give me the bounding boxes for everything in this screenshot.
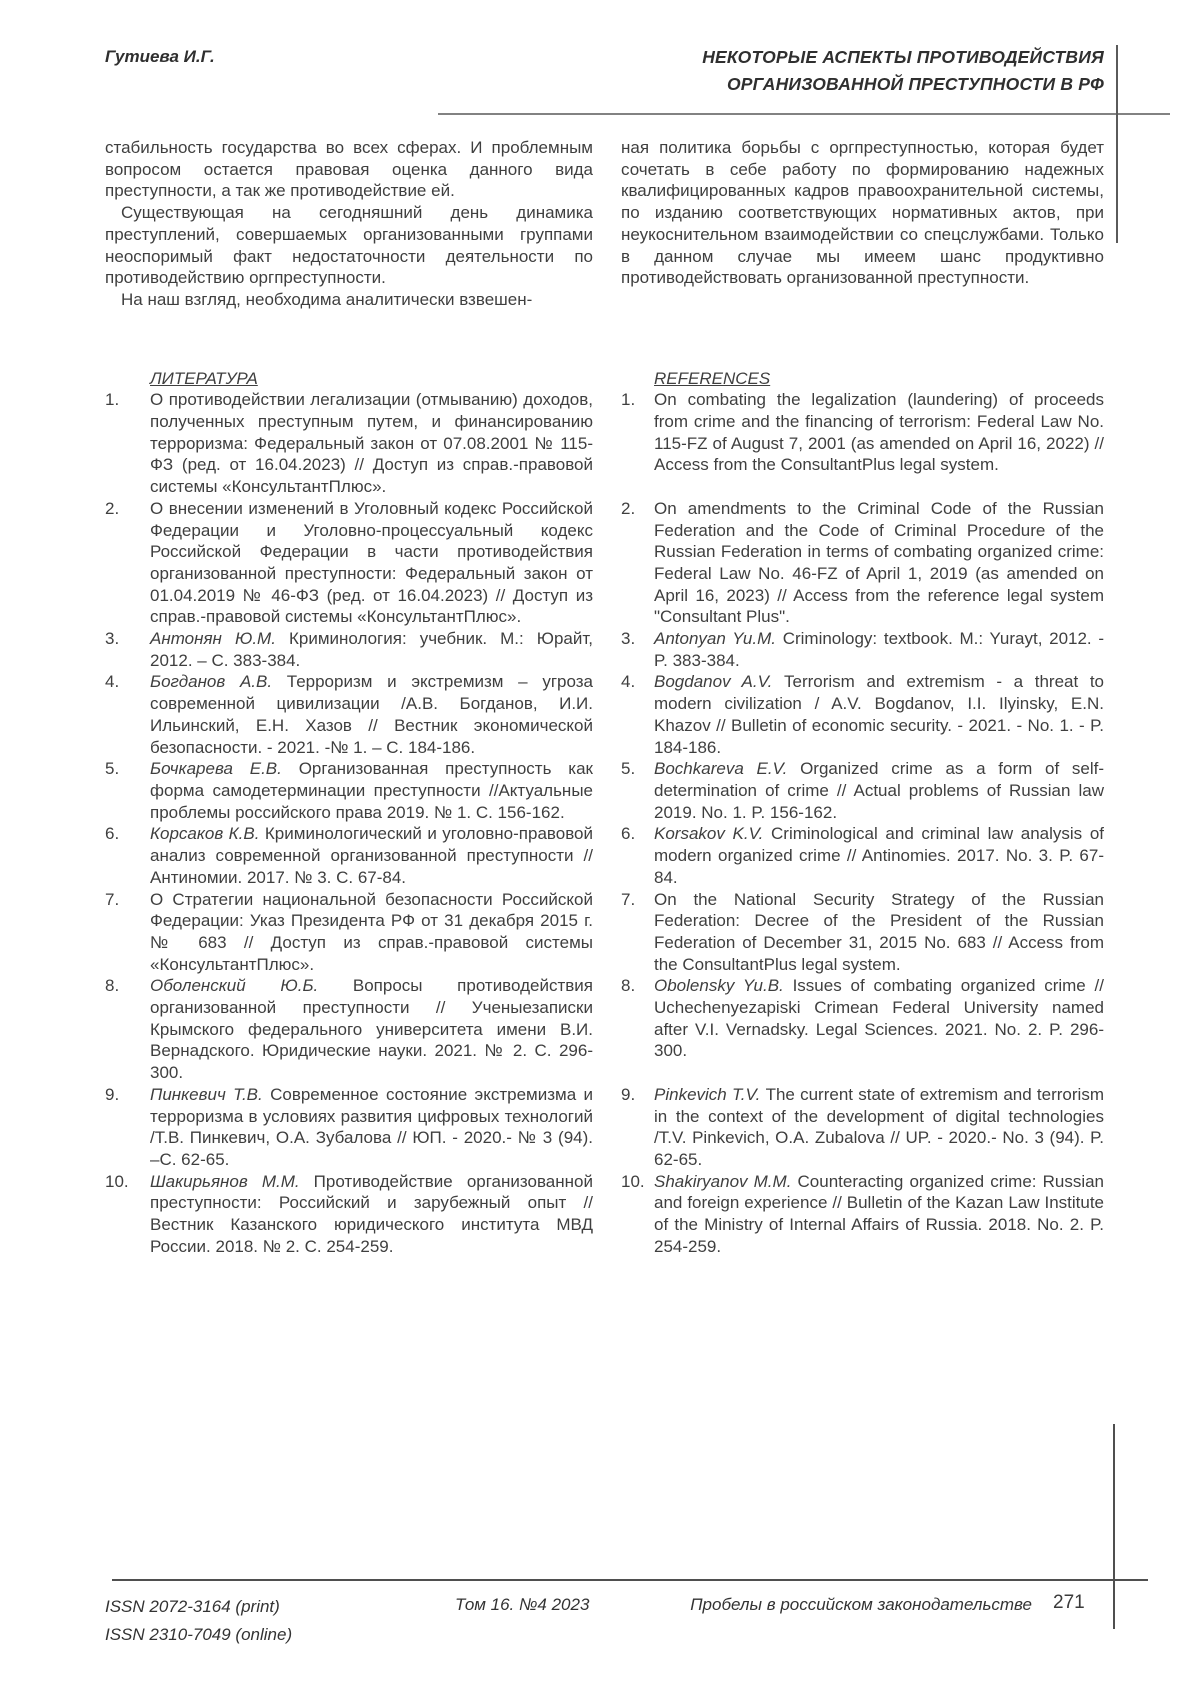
header-vertical-rule xyxy=(1116,45,1118,243)
reference-item-number: 6. xyxy=(621,824,636,844)
literature-item-number: 4. xyxy=(105,672,120,692)
literature-heading: ЛИТЕРАТУРА xyxy=(150,368,258,388)
column-gap xyxy=(593,628,621,671)
author-name: Antonyan Yu.M. xyxy=(654,629,783,649)
literature-item-number: 8. xyxy=(105,976,120,996)
footer-volume: Том 16. №4 2023 xyxy=(455,1595,590,1614)
author-name: Антонян Ю.М. xyxy=(150,629,289,649)
body-right-column xyxy=(621,137,1104,311)
reference-item-text: Pinkevich T.V. The current state of extremism and terrorism in the context of the development of digital technologies /T.V. Pinkevich, O.A. Zubalova // UP. - 2020.- No. 3 (94). P. 62-65. xyxy=(654,1084,1104,1169)
author-name: Шакирьянов М.М. xyxy=(150,1171,314,1191)
paragraph: На наш взгляд, необходима аналитически взвешен- xyxy=(121,289,533,309)
reference-item-number: 3. xyxy=(621,629,636,649)
article-body xyxy=(105,137,1104,1257)
author-name: Bochkareva E.V. xyxy=(654,759,801,779)
reference-item-number: 10. xyxy=(621,1171,645,1191)
literature-item-text: Оболенский Ю.Б. Вопросы противодействия организованной преступности // Ученыезаписки Крымского федерального университета имени В.И. Вернадского. Юридические науки. 2021. № 2. С. 296-300. xyxy=(150,976,593,1083)
column-gap xyxy=(593,498,621,628)
author-name: Богданов А.В. xyxy=(150,672,287,692)
issn-online: ISSN 2310-7049 (online) xyxy=(105,1625,293,1644)
literature-item-number: 10. xyxy=(105,1171,129,1191)
author-name: Пинкевич Т.В. xyxy=(150,1084,271,1104)
column-gap xyxy=(593,389,621,498)
paragraph: ная политика борьбы с оргпреступностью, которая будет сочетать в себе работу по формированию надежных квалифицированных кадров правоохранительной системы, по изданию соответствующих нормативных актов, при неукоснительном взаимодействии со спецслужбами. Только в данном случае мы имеем шанс продуктивно противодействовать организованной преступности. xyxy=(621,138,1104,288)
reference-item-text: On combating the legalization (laundering) of proceeds from crime and the financing of terrorism: Federal Law No. 115-FZ of August 7, 2001 (as amended on April 16, 2022) // Access from the ConsultantPlus legal system. xyxy=(654,390,1104,475)
literature-item-number: 5. xyxy=(105,759,120,779)
article-title-line1: НЕКОТОРЫЕ АСПЕКТЫ ПРОТИВОДЕЙСТВИЯ xyxy=(702,47,1104,67)
issn-print: ISSN 2072-3164 (print) xyxy=(105,1597,280,1616)
reference-item-number: 1. xyxy=(621,390,636,410)
literature-item-text: Пинкевич Т.В. Современное состояние экстремизма и терроризма в условиях развития цифровых технологий /Т.В. Пинкевич, О.А. Зубалова // ЮП. - 2020.- № 3 (94). –С. 62-65. xyxy=(150,1084,593,1169)
literature-item-text: О Стратегии национальной безопасности Российской Федерации: Указ Президента РФ от 31 декабря 2015 г. № 683 // Доступ из справ.-правовой системы «КонсультантПлюс». xyxy=(150,889,593,974)
footer-page-number: 271 xyxy=(1053,1592,1085,1613)
reference-item-number: 2. xyxy=(621,498,636,518)
reference-item-text: Bochkareva E.V. Organized crime as a form of self-determination of crime // Actual problems of Russian law 2019. No. 1. P. 156-162. xyxy=(654,759,1104,822)
reference-item-number: 9. xyxy=(621,1084,636,1104)
author-name: Bogdanov A.V. xyxy=(654,672,785,692)
column-gap xyxy=(593,823,621,888)
literature-item-text: Корсаков К.В. Криминологический и уголовно-правовой анализ современной организованной преступности // Антиномии. 2017. № 3. С. 67-84. xyxy=(150,824,593,887)
heading-spacer xyxy=(105,368,150,390)
author-name: Бочкарева Е.В. xyxy=(150,759,299,779)
author-name: Pinkevich T.V. xyxy=(654,1084,766,1104)
reference-item-number: 4. xyxy=(621,672,636,692)
reference-item-text: Shakiryanov M.M. Counteracting organized crime: Russian and foreign experience // Bulletin of the Kazan Law Institute of the Ministry of Internal Affairs of Russia. 2018. No. 2. P. 254-259. xyxy=(654,1171,1105,1256)
literature-item-text: О противодействии легализации (отмыванию) доходов, полученных преступным путем, и финансированию терроризма: Федеральный закон от 07.08.2001 № 115-ФЗ (ред. от 16.04.2023) // Доступ из справ.-правовой системы «КонсультантПлюс». xyxy=(150,390,593,497)
column-gap xyxy=(593,889,621,976)
paragraph: Существующая на сегодняшний день динамика преступлений, совершаемых организованными группами неоспоримый факт недостаточности деятельности по противодействию оргпреступности. xyxy=(105,203,593,288)
literature-item-number: 9. xyxy=(105,1084,120,1104)
reference-item-number: 5. xyxy=(621,759,636,779)
reference-item-text: On amendments to the Criminal Code of the Russian Federation and the Code of Criminal Procedure of the Russian Federation in terms of combating organized crime: Federal Law No. 46-FZ of April 1, 2019 (as amended on April 16, 2023) // Access from the reference legal system "Consultant Plus". xyxy=(654,498,1104,627)
footer-horizontal-rule xyxy=(112,1579,1148,1581)
heading-spacer xyxy=(621,368,654,390)
footer-vertical-rule xyxy=(1113,1424,1115,1629)
column-gap xyxy=(593,975,621,1084)
column-gap xyxy=(593,1084,621,1171)
reference-item-text: On the National Security Strategy of the Russian Federation: Decree of the President of the Russian Federation of December 31, 2015 No. 683 // Access from the ConsultantPlus legal system. xyxy=(654,889,1104,974)
references-list-grid xyxy=(105,368,1104,1258)
references-heading: REFERENCES xyxy=(654,368,771,388)
author-name: Obolensky Yu.B. xyxy=(654,976,793,996)
article-title-line2: ОРГАНИЗОВАННОЙ ПРЕСТУПНОСТИ В РФ xyxy=(727,74,1104,94)
author-name: Shakiryanov M.M. xyxy=(654,1171,798,1191)
literature-item-number: 1. xyxy=(105,390,120,410)
literature-item-text: О внесении изменений в Уголовный кодекс Российской Федерации и Уголовно-процессуальный кодекс Российской Федерации в части противодействия организованной преступности: Федеральный закон от 01.04.2019 № 46-ФЗ (ред. от 16.04.2023) // Доступ из справ.-правовой системы «КонсультантПлюс». xyxy=(150,498,593,627)
author-name: Корсаков К.В. xyxy=(150,824,265,844)
literature-item-number: 3. xyxy=(105,629,120,649)
body-columns xyxy=(105,137,1104,311)
reference-item-number: 7. xyxy=(621,889,636,909)
reference-item-text: Obolensky Yu.B. Issues of combating organized crime // Uchechenyezapiski Crimean Federal University named after V.I. Vernadsky. Legal Sciences. 2021. No. 2. P. 296-300. xyxy=(654,976,1105,1061)
column-gap xyxy=(593,368,621,390)
reference-item-text: Antonyan Yu.M. Criminology: textbook. M.: Yurayt, 2012. - P. 383-384. xyxy=(654,629,1105,670)
column-gap xyxy=(593,758,621,823)
literature-item-number: 7. xyxy=(105,889,120,909)
literature-item-number: 6. xyxy=(105,824,120,844)
reference-item-text: Korsakov K.V. Criminological and criminal law analysis of modern organized crime // Antinomies. 2017. No. 3. P. 67-84. xyxy=(654,824,1104,887)
column-gap xyxy=(593,1171,621,1258)
column-gap xyxy=(593,671,621,758)
literature-item-text: Шакирьянов М.М. Противодействие организованной преступности: Российский и зарубежный опыт // Вестник Казанского юридического института МВД России. 2018. № 2. С. 254-259. xyxy=(150,1171,593,1256)
literature-item-text: Антонян Ю.М. Криминология: учебник. М.: Юрайт, 2012. – С. 383-384. xyxy=(150,629,593,670)
paragraph: стабильность государства во всех сферах. И проблемным вопросом остается правовая оценка данного вида преступности, а так же противодействие ей. xyxy=(105,138,593,201)
body-left-column xyxy=(105,137,593,311)
reference-item-text: Bogdanov A.V. Terrorism and extremism - a threat to modern civilization / A.V. Bogdanov, I.I. Ilyinsky, E.N. Khazov // Bulletin of economic security. - 2021. - No. 1. - P. 184-186. xyxy=(654,672,1104,757)
footer-journal-name: Пробелы в российском законодательстве xyxy=(690,1595,1032,1614)
article-title xyxy=(702,44,1104,98)
page-header-author: Гутиева И.Г. xyxy=(105,47,215,66)
reference-item-number: 8. xyxy=(621,976,636,996)
literature-item-text: Бочкарева Е.В. Организованная преступность как форма самодетерминации преступности //Актуальные проблемы российского права 2019. № 1. С. 156-162. xyxy=(150,759,593,822)
literature-item-text: Богданов А.В. Терроризм и экстремизм – угроза современной цивилизации /А.В. Богданов, И.И. Ильинский, Е.Н. Хазов // Вестник экономической безопасности. - 2021. -№ 1. – С. 184-186. xyxy=(150,672,593,757)
author-name: Korsakov K.V. xyxy=(654,824,772,844)
author-name: Оболенский Ю.Б. xyxy=(150,976,353,996)
literature-item-number: 2. xyxy=(105,498,120,518)
footer-issn xyxy=(105,1593,292,1649)
header-horizontal-rule xyxy=(438,113,1170,115)
